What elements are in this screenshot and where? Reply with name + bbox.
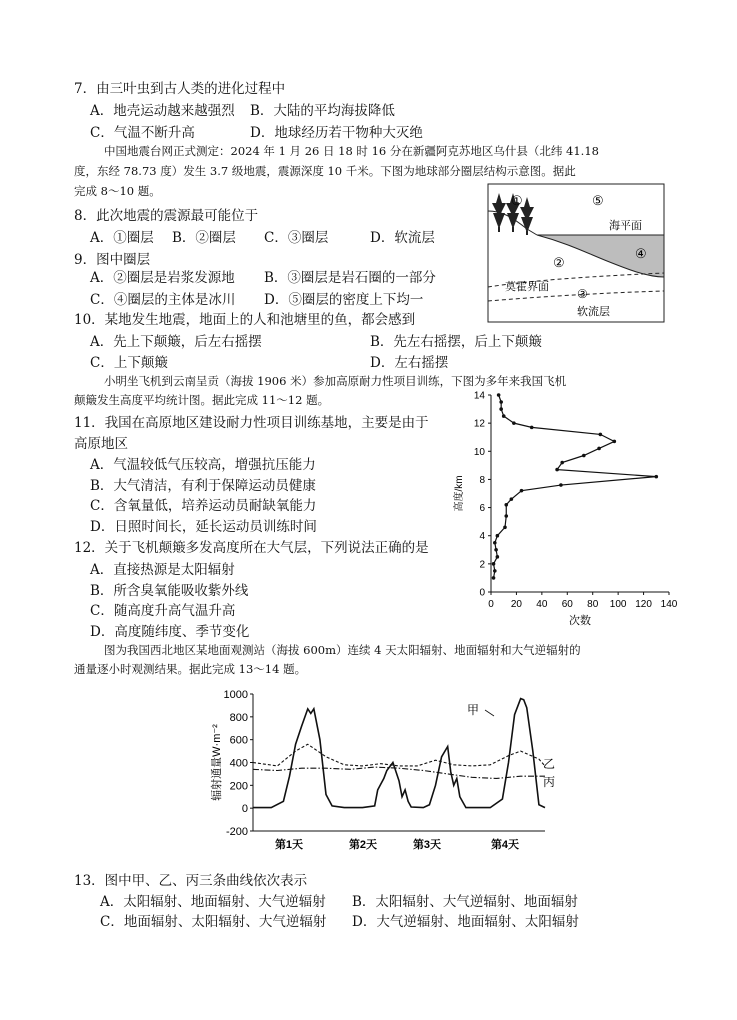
q7-option-c: C．气温不断升高 — [90, 125, 195, 141]
q7-option-b: B．大陆的平均海拔降低 — [250, 103, 395, 119]
layer-1-label: ① — [511, 193, 523, 208]
data-point — [559, 483, 563, 487]
q11-stem-cont: 高原地区 — [74, 436, 128, 452]
data-point — [555, 468, 559, 472]
sea-level-label: 海平面 — [609, 220, 642, 232]
earth-layers-diagram — [487, 183, 665, 323]
q11-stem: 11．我国在高原地区建设耐力性项目训练基地，主要是由于 — [74, 415, 429, 431]
q8-option-a: A．①圈层 — [90, 230, 154, 246]
y-axis-label: 高度/km — [454, 475, 465, 512]
data-point — [530, 426, 534, 430]
y-tick-label: 1000 — [223, 689, 248, 701]
data-point — [496, 534, 500, 538]
q10-option-c: C．上下颠簸 — [90, 355, 168, 371]
x-tick-label: 40 — [536, 599, 548, 610]
layer-4-label: ④ — [635, 246, 647, 261]
material1-line2: 度，东经 78.73 度）发生 3.7 级地震，震源深度 10 千米。下图为地球部分圈层结构示意图。据此 — [74, 164, 576, 178]
y-tick-label: 2 — [479, 559, 485, 571]
day-label: 第4天 — [490, 839, 520, 851]
series-line — [253, 767, 545, 778]
data-point — [496, 555, 500, 559]
y-tick-label: 800 — [229, 711, 248, 724]
data-point — [512, 421, 516, 425]
data-point — [493, 541, 497, 545]
x-tick-label: 100 — [609, 599, 627, 610]
day-label: 第3天 — [412, 839, 442, 851]
x-axis-label: 次数 — [569, 615, 591, 627]
x-tick-label: 80 — [587, 599, 599, 610]
material2-line2: 颠簸发生高度平均统计图。据此完成 11～12 题。 — [74, 393, 330, 407]
data-point — [613, 440, 617, 444]
data-point — [510, 497, 514, 501]
series-line — [253, 744, 545, 766]
q10-option-d: D．左右摇摆 — [370, 355, 449, 371]
series-legend-label: 甲 — [467, 703, 480, 717]
q7-option-a: A．地壳运动越来越强烈 — [90, 103, 235, 119]
data-point — [497, 393, 501, 397]
y-tick-label: 200 — [229, 780, 248, 793]
y-tick-label: 12 — [473, 418, 485, 430]
data-point — [502, 414, 506, 418]
q11-option-d: D．日照时间长，延长运动员训练时间 — [90, 519, 317, 535]
data-point — [492, 576, 496, 580]
q9-option-a: A．②圈层是岩浆发源地 — [90, 270, 235, 286]
y-tick-label: 600 — [229, 734, 248, 747]
y-tick-label: -200 — [225, 826, 248, 838]
q8-option-c: C．③圈层 — [264, 230, 329, 246]
data-point — [654, 475, 658, 479]
q9-option-d: D．⑤圈层的密度上下均一 — [264, 292, 424, 308]
q13-option-a: A．太阳辐射、地面辐射、大气逆辐射 — [100, 894, 326, 910]
asthenosphere-label: 软流层 — [577, 306, 610, 318]
y-tick-label: 14 — [473, 390, 485, 402]
y-axis-label: 辐射通量W·m⁻² — [211, 724, 223, 801]
q11-option-b: B．大气清洁，有利于保障运动员健康 — [90, 478, 316, 494]
layer-2-label: ② — [553, 255, 565, 270]
x-tick-label: 0 — [488, 599, 494, 610]
y-tick-label: 400 — [229, 757, 248, 770]
data-point — [597, 447, 601, 451]
q13-option-b: B．太阳辐射、大气逆辐射、地面辐射 — [352, 894, 578, 910]
y-tick-label: 10 — [473, 446, 485, 458]
material3-line2: 通量逐小时观测结果。据此完成 13～14 题。 — [74, 662, 307, 676]
data-point — [493, 569, 497, 573]
x-tick-label: 60 — [561, 599, 573, 610]
data-point — [492, 562, 496, 566]
y-tick-label: 0 — [241, 803, 248, 816]
material1-line3: 完成 8～10 题。 — [74, 184, 161, 198]
material1-line1: 中国地震台网正式测定：2024 年 1 月 26 日 18 时 16 分在新疆阿克苏地区乌什县（北纬 41.18 — [104, 144, 599, 158]
layer-5-label: ⑤ — [592, 193, 604, 208]
q8-stem: 8．此次地震的震源最可能位于 — [74, 208, 259, 224]
data-point — [499, 407, 503, 411]
series-legend-label: 丙 — [543, 775, 556, 789]
q8-option-b: B．②圈层 — [172, 230, 236, 246]
turbulence-series-line — [494, 395, 657, 578]
q7-stem: 7．由三叶虫到古人类的进化过程中 — [74, 81, 286, 97]
q10-option-a: A．先上下颠簸，后左右摇摆 — [90, 334, 262, 350]
data-point — [504, 503, 508, 507]
series-legend-label: 乙 — [543, 757, 556, 771]
data-point — [494, 548, 498, 552]
x-tick-label: 120 — [635, 599, 652, 610]
data-point — [499, 400, 503, 404]
y-tick-label: 4 — [479, 531, 485, 543]
day-label: 第1天 — [274, 839, 304, 851]
x-tick-label: 140 — [660, 599, 678, 610]
y-tick-label: 6 — [479, 503, 485, 515]
q11-option-c: C．含氧量低，培养运动员耐缺氧能力 — [90, 498, 317, 514]
data-point — [504, 514, 508, 518]
turbulence-altitude-chart — [448, 385, 688, 635]
moho-label: 莫霍界面 — [505, 281, 549, 293]
data-point — [503, 525, 507, 529]
q13-option-c: C．地面辐射、太阳辐射、大气逆辐射 — [100, 914, 327, 930]
data-point — [520, 489, 524, 493]
x-tick-label: 20 — [510, 599, 522, 610]
y-tick-label: 0 — [479, 587, 485, 599]
q12-option-a: A．直接热源是太阳辐射 — [90, 562, 235, 578]
data-point — [560, 461, 564, 465]
q9-option-b: B．③圈层是岩石圈的一部分 — [264, 270, 436, 286]
q10-option-b: B．先左右摇摆，后上下颠簸 — [370, 334, 542, 350]
layer-3-label: ③ — [577, 287, 588, 301]
data-point — [582, 454, 586, 458]
q9-option-c: C．④圈层的主体是冰川 — [90, 292, 236, 308]
q13-option-d: D．大气逆辐射、地面辐射、太阳辐射 — [352, 914, 579, 930]
q12-option-b: B．所含臭氧能吸收紫外线 — [90, 583, 249, 599]
series-line — [253, 699, 545, 808]
q11-option-a: A．气温较低气压较高，增强抗压能力 — [90, 457, 316, 473]
q13-stem: 13．图中甲、乙、丙三条曲线依次表示 — [74, 873, 308, 889]
q12-stem: 12．关于飞机颠簸多发高度所在大气层，下列说法正确的是 — [74, 540, 429, 556]
q7-option-d: D．地球经历若干物种大灭绝 — [250, 125, 423, 141]
data-point — [599, 433, 603, 437]
material2-line1: 小明坐飞机到云南呈贡（海拔 1906 米）参加高原耐力性项目训练，下图为多年来我国飞机 — [104, 374, 567, 388]
day-label: 第2天 — [348, 839, 378, 851]
q10-stem: 10．某地发生地震，地面上的人和池塘里的鱼，都会感到 — [74, 312, 416, 328]
q12-option-d: D．高度随纬度、季节变化 — [90, 624, 250, 640]
q8-option-d: D．软流层 — [370, 230, 435, 246]
y-tick-label: 8 — [479, 474, 485, 486]
q12-option-c: C．随高度升高气温升高 — [90, 603, 236, 619]
q9-stem: 9．图中圈层 — [74, 252, 151, 268]
legend-leader-line — [485, 710, 494, 716]
radiation-flux-chart — [205, 685, 565, 855]
material3-line1: 图为我国西北地区某地面观测站（海拔 600m）连续 4 天太阳辐射、地面辐射和大气逆辐射的 — [104, 643, 581, 657]
